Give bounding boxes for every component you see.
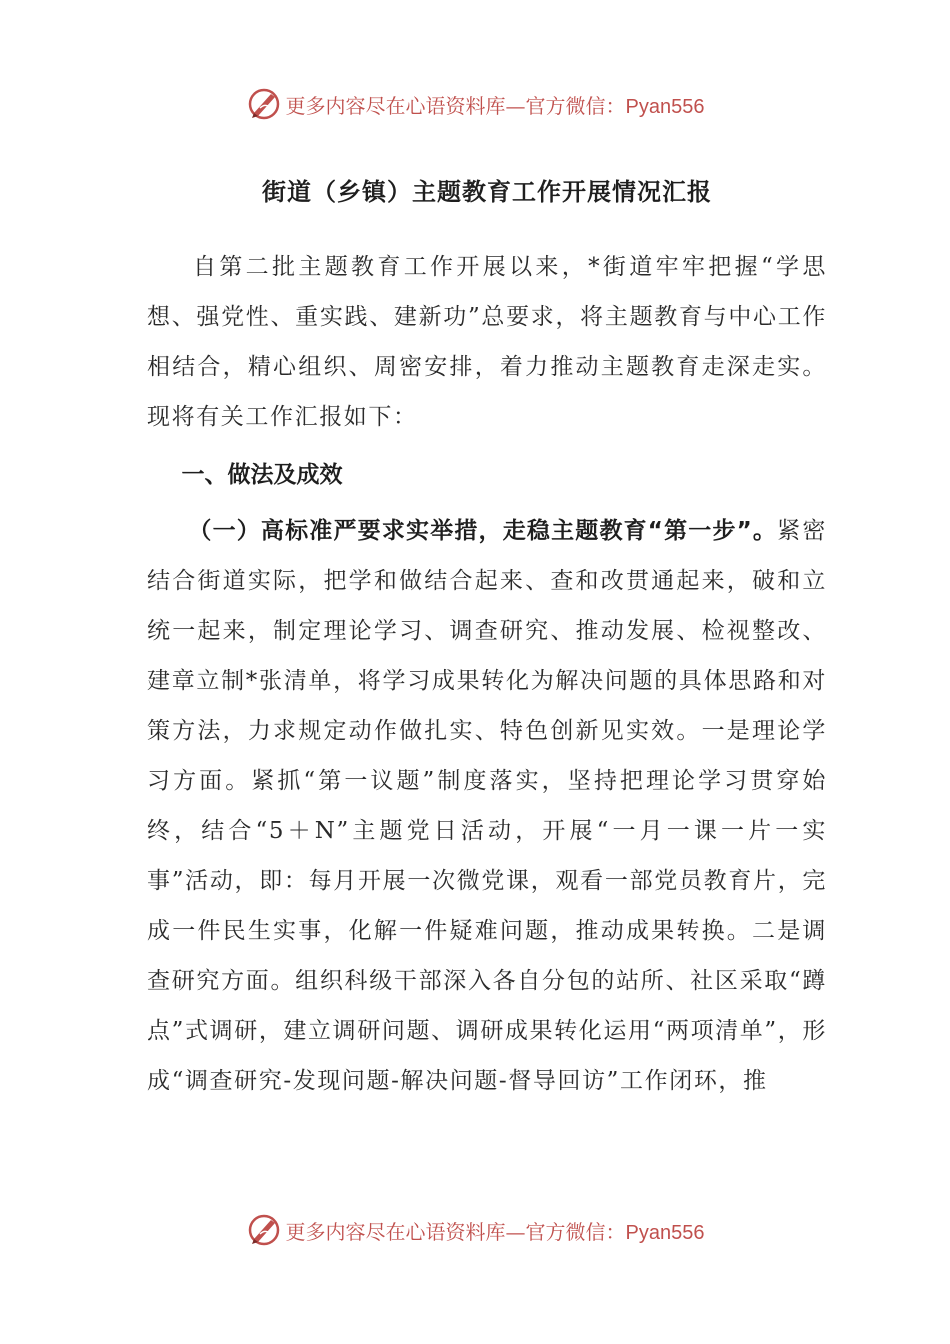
- watermark-wechat-id: Pyan556: [625, 95, 705, 118]
- document-body: [147, 170, 827, 1106]
- subsection-body: 紧密结合街道实际，把学和做结合起来、查和改贯通起来，破和立统一起来，制定理论学习、调查研究、推动发展、检视整改、建章立制*张清单，将学习成果转化为解决问题的具体思路和对策方法，力求规定动作做扎实、特色创新见实效。一是理论学习方面。紧抓“第一议题”制度落实，坚持把理论学习贯穿始终，结合“5＋N”主题党日活动，开展“一月一课一片一实事”活动，即：每月开展一次微党课，观看一部党员教育片，完成一件民生实事，化解一件疑难问题，推动成果转换。二是调查研究方面。组织科级干部深入各自分包的站所、社区采取“蹲点”式调研，建立调研问题、调研成果转化运用“两项清单”，形成“调查研究-发现问题-解决问题-督导回访”工作闭环，推: [147, 518, 828, 1094]
- pen-circle-logo-icon: [246, 1212, 282, 1248]
- document-title: 街道（乡镇）主题教育工作开展情况汇报: [262, 178, 712, 206]
- watermark-slogan: 更多内容尽在心语资料库—官方微信：: [285, 93, 626, 118]
- subsection-heading: （一）高标准严要求实举措，走稳主题教育“第一步”。: [188, 518, 778, 544]
- intro-paragraph: 自第二批主题教育工作开展以来，*街道牢牢把握“学思想、强党性、重实践、建新功”总要求，将主题教育与中心工作相结合，精心组织、周密安排，着力推动主题教育走深走实。现将有关工作汇报如下：: [147, 254, 827, 430]
- section-heading: 一、做法及成效: [181, 462, 343, 488]
- subsection-paragraph: [147, 506, 827, 1106]
- watermark-wechat-id: Pyan556: [625, 1221, 705, 1244]
- watermark-banner-bottom: [0, 1210, 950, 1250]
- watermark-banner-top: [0, 84, 950, 124]
- watermark-text: [286, 90, 705, 119]
- watermark-text: [286, 1216, 705, 1245]
- pen-circle-logo-icon: [246, 86, 282, 122]
- watermark-slogan: 更多内容尽在心语资料库—官方微信：: [285, 1219, 626, 1244]
